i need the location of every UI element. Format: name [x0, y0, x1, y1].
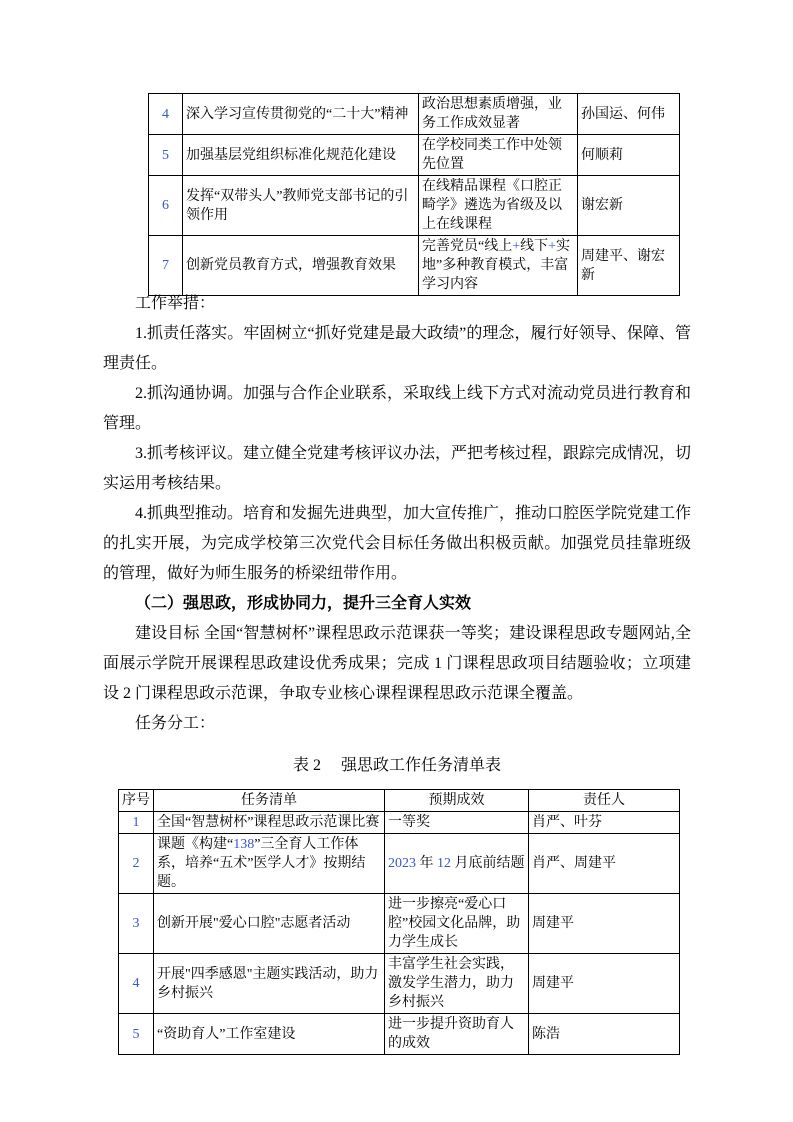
measure-item-4: 4.抓典型推动。培育和发掘先进典型，加大宣传推广，推动口腔医学院党建工作的扎实开展，为完成学校第三次党代会目标任务做出积极贡献。加强党员挂靠班级的管理，做好为师生服务的桥梁纽带作用。	[103, 505, 692, 582]
table-row	[149, 236, 680, 296]
section-heading: （二）强思政，形成协同力，提升三全育人实效	[135, 595, 472, 612]
header-outcome: 预期成效	[385, 790, 529, 812]
person-cell: 陈浩	[529, 1014, 680, 1055]
measure-item-2: 2.抓沟通协调。加强与合作企业联系，采取线上线下方式对流动党员进行教育和管理。	[103, 385, 692, 432]
person-cell: 周建平、谢宏新	[578, 236, 680, 296]
table2-caption: 表 2 强思政工作任务清单表	[292, 757, 501, 774]
header-task: 任务清单	[154, 790, 385, 812]
table-row	[119, 834, 680, 894]
row-number-cell: 5	[149, 135, 183, 176]
outcome-cell: 丰富学生社会实践，激发学生潜力，助力乡村振兴	[385, 954, 529, 1014]
task-cell: 创新开展"爱心口腔"志愿者活动	[154, 894, 385, 954]
person-cell: 肖严、叶芬	[529, 812, 680, 834]
person-cell: 孙国运、何伟	[578, 94, 680, 135]
table-row	[149, 135, 680, 176]
task-cell: 发挥“双带头人”教师党支部书记的引领作用	[183, 176, 419, 236]
person-cell: 周建平	[529, 954, 680, 1014]
outcome-cell: 进一步擦亮“爱心口腔”校园文化品牌，助力学生成长	[385, 894, 529, 954]
person-cell: 肖严、周建平	[529, 834, 680, 894]
task-cell: 深入学习宣传贯彻党的“二十大”精神	[183, 94, 419, 135]
outcome-cell: 2023 年 12 月底前结题	[385, 834, 529, 894]
person-cell: 谢宏新	[578, 176, 680, 236]
table-row	[149, 94, 680, 135]
row-number-cell: 6	[149, 176, 183, 236]
division-label: 任务分工：	[135, 715, 216, 732]
task-cell: 创新党员教育方式，增强教育效果	[183, 236, 419, 296]
outcome-cell: 完善党员“线上+线下+实地”多种教育模式，丰富学习内容	[419, 236, 578, 296]
header-person: 责任人	[529, 790, 680, 812]
row-number-cell: 5	[119, 1014, 154, 1055]
row-number-cell: 3	[119, 894, 154, 954]
outcome-cell: 进一步提升资助育人的成效	[385, 1014, 529, 1055]
row-number-cell: 7	[149, 236, 183, 296]
task-cell: 全国“智慧树杯”课程思政示范课比赛	[154, 812, 385, 834]
body-text	[103, 289, 691, 739]
table-row	[119, 812, 680, 834]
outcome-cell: 一等奖	[385, 812, 529, 834]
task-cell: 课题《构建“138”三全育人工作体系，培养“五术”医学人才》按期结题。	[154, 834, 385, 894]
measure-item-1: 1.抓责任落实。牢固树立“抓好党建是最大政绩”的理念，履行好领导、保障、管理责任。	[103, 325, 691, 372]
table-row	[119, 1014, 680, 1055]
task-cell: “资助育人”工作室建设	[154, 1014, 385, 1055]
row-number-cell: 4	[119, 954, 154, 1014]
ideology-task-table	[118, 789, 680, 1055]
task-cell: 开展"四季感恩"主题实践活动，助力乡村振兴	[154, 954, 385, 1014]
outcome-cell: 在学校同类工作中处领先位置	[419, 135, 578, 176]
header-no: 序号	[119, 790, 154, 812]
table-row	[149, 176, 680, 236]
party-building-task-table	[148, 93, 680, 296]
table-row	[119, 954, 680, 1014]
table-header-row	[119, 790, 680, 812]
measure-item-3: 3.抓考核评议。建立健全党建考核评议办法，严把考核过程，跟踪完成情况，切实运用考核结果。	[103, 445, 692, 492]
table-row	[119, 894, 680, 954]
row-number-cell: 1	[119, 812, 154, 834]
task-cell: 加强基层党组织标准化规范化建设	[183, 135, 419, 176]
row-number-cell: 2	[119, 834, 154, 894]
goal-paragraph: 建设目标 全国“智慧树杯”课程思政示范课获一等奖；建设课程思政专题网站,全面展示学院开展课程思政建设优秀成果；完成 1 门课程思政项目结题验收；立项建设 2 门课程思政示范课，争取专业核心课程课程思政示范课全覆盖。	[103, 625, 691, 702]
outcome-cell: 政治思想素质增强，业务工作成效显著	[419, 94, 578, 135]
person-cell: 周建平	[529, 894, 680, 954]
outcome-cell: 在线精品课程《口腔正畸学》遴选为省级及以上在线课程	[419, 176, 578, 236]
person-cell: 何顺莉	[578, 135, 680, 176]
measures-label: 工作举措：	[135, 295, 216, 312]
row-number-cell: 4	[149, 94, 183, 135]
